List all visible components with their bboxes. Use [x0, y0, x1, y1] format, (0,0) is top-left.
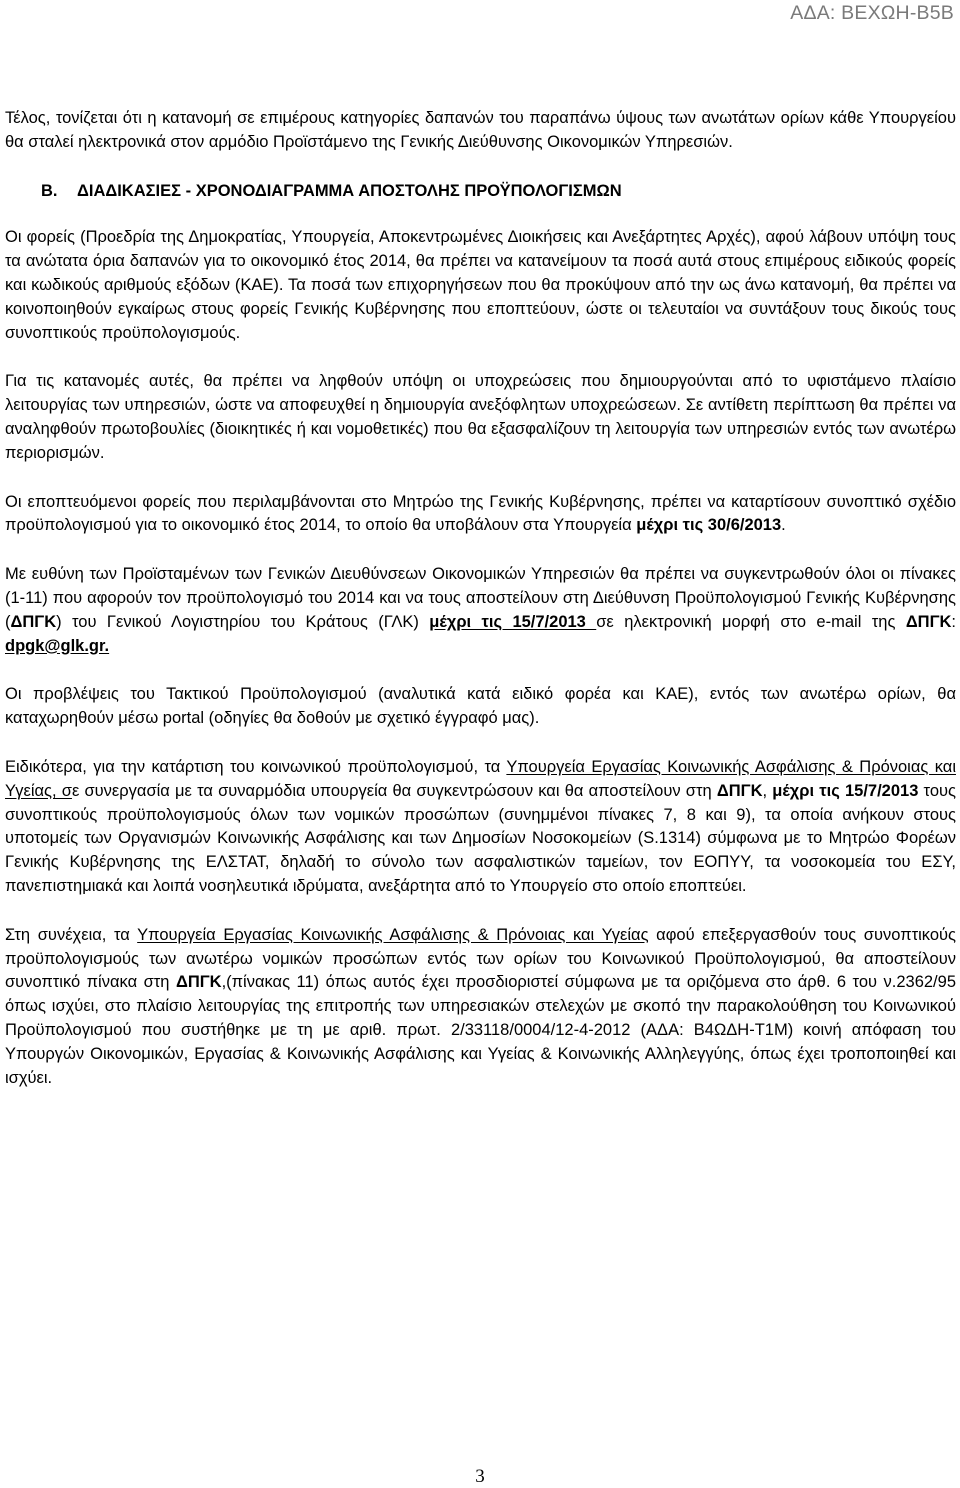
p8-text2: αφού επεξεργασθούν τους συνοπτικούς προϋπολογισμούς των ανωτέρω νομικών προσώπων εντός των ορίων του Κοινωνικού Προϋπολογισμού, θα αποστείλουν συνοπτικό πίνακα στη [5, 925, 956, 992]
section-title: ΔΙΑΔΙΚΑΣΙΕΣ - ΧΡΟΝΟΔΙΑΓΡΑΜΜΑ ΑΠΟΣΤΟΛΗΣ ΠΡΟΫΠΟΛΟΓΙΣΜΩΝ [77, 181, 622, 200]
ministries-name: Υπουργεία Εργασίας Κοινωνικής Ασφάλισης & Πρόνοιας και Υγείας [137, 925, 649, 944]
section-number: Β. [41, 181, 58, 200]
paragraph-tables-submission [5, 563, 956, 658]
paragraph-supervised-entities [5, 491, 956, 539]
p5-text: Με ευθύνη των Προϊσταμένων των Γενικών Διευθύνσεων Οικονομικών Υπηρεσιών θα πρέπει να συγκεντρωθούν όλοι οι πίνακες (1-11) που αφορούν τον προϋπολογισμό του 2014 και να τους αποστείλουν στη Διεύθυνση Προϋπολογισμού Γενικής Κυβέρνησης ( [5, 565, 956, 631]
p5-text4: : [951, 612, 957, 631]
section-heading [5, 180, 956, 204]
paragraph-portal: Οι προβλέψεις του Τακτικού Προϋπολογισμού (αναλυτικά κατά ειδικό φορέα και ΚΑΕ), εντός των ανωτέρω ορίων, θα καταχωρηθούν μέσω portal (οδηγίες θα δοθούν με σχετικό έγγραφό μας). [5, 685, 956, 728]
ministries-name: Υπουργεία Εργασίας Κοινωνικής Ασφάλισης & Πρόνοιας και Υγείας, σ [5, 757, 956, 800]
page-number: 3 [475, 1466, 485, 1487]
paragraph-summary-table [5, 924, 956, 1091]
paragraph-obligations: Για τις κατανομές αυτές, θα πρέπει να ληφθούν υπόψη οι υποχρεώσεις που δημιουργούνται από το υφιστάμενο πλαίσιο λειτουργίας των υπηρεσιών, ώστε να αποφευχθεί η δημιουργία ανεξόφλητων υποχρεώσεων. Σε αντίθετη περίπτωση θα πρέπει να αναληφθούν πρωτοβουλίες (διοικητικές ή και νομοθετικές) που θα εξασφαλίζουν τη λειτουργία των υπηρεσιών εντός των ανωτέρω περιορισμών. [5, 372, 956, 462]
document-code: ΑΔΑ: ΒΕΧΩΗ-Β5Β [790, 2, 954, 24]
deadline-15-7: μέχρι τις 15/7/2013 [429, 612, 597, 631]
p7-text3: , [762, 781, 773, 800]
paragraph-allocation: Οι φορείς (Προεδρία της Δημοκρατίας, Υπουργεία, Αποκεντρωμένες Διοικήσεις και Ανεξάρτητες Αρχές), αφού λάβουν υπόψη τους τα ανώτατα όρια δαπανών για το οικονομικό έτος 2014, θα πρέπει να κατανείμουν τα ποσά αυτά στους επιμέρους ειδικούς φορείς και κωδικούς αριθμούς εξόδων (ΚΑΕ). Τα ποσά των επιχορηγήσεων που θα προκύψουν από την ως άνω κατανομή, θα πρέπει να κοινοποιηθούν εγκαίρως στους φορείς Γενικής Κυβέρνησης που εποπτεύουν, ώστε οι τελευταίοι να συντάξουν τους δικούς τους συνοπτικούς προϋπολογισμούς. [5, 228, 956, 342]
p4-end: . [781, 516, 786, 535]
p7-text: Ειδικότερα, για την κατάρτιση του κοινωνικού προϋπολογισμού, τα [5, 757, 507, 776]
deadline-30-6: μέχρι τις 30/6/2013 [636, 516, 782, 535]
p8-text: Στη συνέχεια, τα [5, 925, 138, 944]
email-link[interactable]: dpgk@glk.gr. [5, 636, 110, 655]
p7-text4: τους συνοπτικούς προϋπολογισμούς όλων των νομικών προσώπων (συνημμένοι πίνακες 7, 8 και 9), τα οποία ανήκουν στους υποτομείς των Οργανισμών Κοινωνικής Ασφάλισης και των Δημοσίων Νοσοκομείων (S.1314) σύμφωνα με το Μητρώο Φορέων Γενικής Κυβέρνησης της ΕΛΣΤΑΤ, δηλαδή το σύνολο των ασφαλιστικών ταμείων, τον ΕΟΠΥΥ, τα νοσοκομεία του ΕΣΥ, πανεπιστημιακά και λοιπά νοσηλευτικά ιδρύματα, ανεξάρτητα από το Υπουργείο στο οποίο εποπτεύει. [5, 781, 956, 895]
p5-text3: σε ηλεκτρονική μορφή στο e-mail της [596, 612, 906, 631]
p7-text2: ε συνεργασία με τα συναρμόδια υπουργεία θα συγκεντρώσουν και θα αποστείλουν στη [71, 781, 717, 800]
dpgk-abbrev: ΔΠΓΚ [10, 612, 57, 631]
dpgk-abbrev: ΔΠΓΚ [716, 781, 763, 800]
dpgk-abbrev: ΔΠΓΚ [905, 612, 952, 631]
dpgk-abbrev: ΔΠΓΚ [175, 973, 222, 992]
p5-text2: ) του Γενικού Λογιστηρίου του Κράτους (ΓΛΚ) [56, 612, 430, 631]
document-body [5, 107, 956, 1115]
deadline-15-7: μέχρι τις 15/7/2013 [772, 781, 919, 800]
p8-text3: ,(πίνακας 11) όπως αυτός έχει προσδιοριστεί σύμφωνα με τα οριζόμενα στο άρθ. 6 του ν.2362/95 όπως ισχύει, στο πλαίσιο λειτουργίας της επιτροπής των υπηρεσιακών στελεχών με σκοπό την παρακολούθηση του Κοινωνικού Προϋπολογισμού που συστήθηκε με τη με αριθ. πρωτ. 2/33118/0004/12-4-2012 (ΑΔΑ: Β4ΩΔΗ-Τ1Μ) κοινή απόφαση του Υπουργών Οικονομικών, Εργασίας & Κοινωνικής Ασφάλισης και Υγείας & Κοινωνικής Αλληλεγγύης, όπως έχει τροποποιηθεί και ισχύει. [5, 973, 956, 1087]
p4-text: Οι εποπτευόμενοι φορείς που περιλαμβάνονται στο Μητρώο της Γενικής Κυβέρνησης, πρέπει να καταρτίσουν συνοπτικό σχέδιο προϋπολογισμού για το οικονομικό έτος 2014, το οποίο θα υποβάλουν στα Υπουργεία [5, 492, 956, 535]
paragraph-social-budget [5, 756, 956, 899]
paragraph-intro: Τέλος, τονίζεται ότι η κατανομή σε επιμέρους κατηγορίες δαπανών του παραπάνω ύψους των ανωτάτων ορίων κάθε Υπουργείου θα σταλεί ηλεκτρονικά στον αρμόδιο Προϊστάμενο της Γενικής Διεύθυνσης Οικονομικών Υπηρεσιών. [5, 109, 956, 151]
